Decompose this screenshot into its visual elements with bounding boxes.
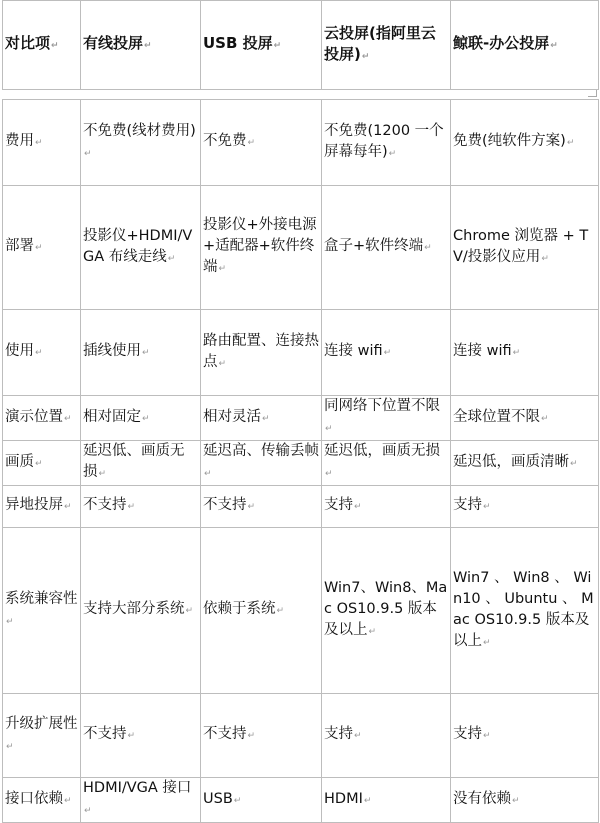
table-row <box>3 100 599 186</box>
paragraph-mark: ↵ <box>185 606 194 616</box>
table-cell: 同网络下位置不限↵ <box>322 396 451 441</box>
table-row <box>3 396 599 441</box>
paragraph-mark: ↵ <box>383 348 392 358</box>
paragraph-mark: ↵ <box>363 795 372 806</box>
table-cell: 不免费(1200 一个屏幕每年)↵ <box>322 100 451 186</box>
comparison-table <box>2 99 599 823</box>
table-cell: 投影仪+HDMI/VGA 布线走线↵ <box>81 186 201 310</box>
paragraph-mark: ↵ <box>247 731 256 741</box>
table-cell: 支持↵ <box>451 486 599 528</box>
table-cell: 延迟低、画质无损↵ <box>81 441 201 486</box>
paragraph-mark: ↵ <box>566 138 575 148</box>
paragraph-mark: ↵ <box>388 148 397 159</box>
header-cell: 云投屏(指阿里云投屏)↵ <box>322 1 451 90</box>
paragraph-mark: ↵ <box>84 148 92 159</box>
table-end-marker <box>588 90 597 97</box>
table-cell: 连接 wifi↵ <box>451 310 599 396</box>
table-cell: 相对灵活↵ <box>201 396 322 441</box>
paragraph-mark: ↵ <box>483 731 491 741</box>
table-cell: Win7、Win8、Mac OS10.9.5 版本及以上↵ <box>322 528 451 694</box>
table-row <box>3 694 599 778</box>
paragraph-mark: ↵ <box>247 138 256 148</box>
paragraph-mark: ↵ <box>233 795 242 806</box>
table-cell: 不支持↵ <box>81 694 201 778</box>
table-cell: 免费(纯软件方案)↵ <box>451 100 599 186</box>
table-cell: 全球位置不限↵ <box>451 396 599 441</box>
paragraph-mark: ↵ <box>368 627 377 637</box>
row-label-cell: 使用↵ <box>3 310 81 396</box>
header-cell: 鲸联-办公投屏↵ <box>451 1 599 90</box>
paragraph-mark: ↵ <box>541 253 549 264</box>
paragraph-mark: ↵ <box>354 731 362 741</box>
table-row <box>3 778 599 823</box>
row-label-cell: 部署↵ <box>3 186 81 310</box>
paragraph-mark: ↵ <box>483 637 491 648</box>
paragraph-mark: ↵ <box>142 348 150 358</box>
table-cell: 插线使用↵ <box>81 310 201 396</box>
paragraph-mark: ↵ <box>218 264 227 274</box>
paragraph-mark: ↵ <box>512 348 521 358</box>
table-cell: 延迟低，画质无损↵ <box>322 441 451 486</box>
paragraph-mark: ↵ <box>325 424 333 434</box>
comparison-header-table <box>2 0 599 90</box>
paragraph-mark: ↵ <box>6 616 14 627</box>
table-cell: 不免费↵ <box>201 100 322 186</box>
paragraph-mark: ↵ <box>570 458 578 469</box>
paragraph-mark: ↵ <box>541 413 549 424</box>
header-cell: 对比项↵ <box>3 1 81 90</box>
paragraph-mark: ↵ <box>247 502 256 512</box>
paragraph-mark: ↵ <box>354 502 362 512</box>
row-label-cell: 费用↵ <box>3 100 81 186</box>
paragraph-mark: ↵ <box>424 243 432 253</box>
paragraph-mark: ↵ <box>35 458 43 469</box>
table-cell: 支持大部分系统↵ <box>81 528 201 694</box>
paragraph-mark: ↵ <box>64 502 72 512</box>
table-row <box>3 186 599 310</box>
table-cell: 支持↵ <box>322 486 451 528</box>
paragraph-mark: ↵ <box>84 806 92 816</box>
table-cell: 不支持↵ <box>201 486 322 528</box>
table-row <box>3 528 599 694</box>
table-row <box>3 486 599 528</box>
paragraph-mark: ↵ <box>64 795 72 806</box>
table-row <box>3 310 599 396</box>
header-row <box>3 1 599 90</box>
paragraph-mark: ↵ <box>276 606 285 616</box>
table-cell: 投影仪+外接电源+适配器+软件终端↵ <box>201 186 322 310</box>
paragraph-mark: ↵ <box>204 469 212 479</box>
table-cell: 没有依赖↵ <box>451 778 599 823</box>
table-cell: 延迟高、传输丢帧↵ <box>201 441 322 486</box>
paragraph-mark: ↵ <box>218 358 227 369</box>
table-cell: 盒子+软件终端↵ <box>322 186 451 310</box>
paragraph-mark: ↵ <box>483 502 491 512</box>
paragraph-mark: ↵ <box>262 413 270 424</box>
table-cell: 延迟低，画质清晰↵ <box>451 441 599 486</box>
table-cell: Win7 、 Win8 、 Win10 、 Ubuntu 、 Mac OS10.9.5 版本及以上↵ <box>451 528 599 694</box>
table-cell: 路由配置、连接热点↵ <box>201 310 322 396</box>
table-cell: 依赖于系统↵ <box>201 528 322 694</box>
paragraph-mark: ↵ <box>167 253 176 264</box>
row-label-cell: 异地投屏↵ <box>3 486 81 528</box>
header-cell: 有线投屏↵ <box>81 1 201 90</box>
paragraph-mark: ↵ <box>512 795 520 806</box>
paragraph-mark: ↵ <box>127 731 136 741</box>
header-cell: USB 投屏↵ <box>201 1 322 90</box>
paragraph-mark: ↵ <box>98 469 107 479</box>
paragraph-mark: ↵ <box>127 502 136 512</box>
table-cell: HDMI↵ <box>322 778 451 823</box>
paragraph-mark: ↵ <box>142 413 150 424</box>
table-cell: 支持↵ <box>322 694 451 778</box>
table-cell: 支持↵ <box>451 694 599 778</box>
paragraph-mark: ↵ <box>35 138 43 148</box>
row-label-cell: 系统兼容性↵ <box>3 528 81 694</box>
row-label-cell: 画质↵ <box>3 441 81 486</box>
paragraph-mark: ↵ <box>6 741 14 752</box>
table-cell: Chrome 浏览器 + TV/投影仪应用↵ <box>451 186 599 310</box>
table-cell: 相对固定↵ <box>81 396 201 441</box>
table-cell: USB↵ <box>201 778 322 823</box>
table-cell: HDMI/VGA 接口↵ <box>81 778 201 823</box>
table-cell: 连接 wifi↵ <box>322 310 451 396</box>
paragraph-mark: ↵ <box>64 413 72 424</box>
table-cell: 不支持↵ <box>81 486 201 528</box>
table-cell: 不支持↵ <box>201 694 322 778</box>
paragraph-mark: ↵ <box>35 243 43 253</box>
paragraph-mark: ↵ <box>325 469 333 479</box>
row-label-cell: 接口依赖↵ <box>3 778 81 823</box>
paragraph-mark: ↵ <box>35 348 43 358</box>
table-cell: 不免费(线材费用)↵ <box>81 100 201 186</box>
row-label-cell: 演示位置↵ <box>3 396 81 441</box>
row-label-cell: 升级扩展性↵ <box>3 694 81 778</box>
table-row <box>3 441 599 486</box>
